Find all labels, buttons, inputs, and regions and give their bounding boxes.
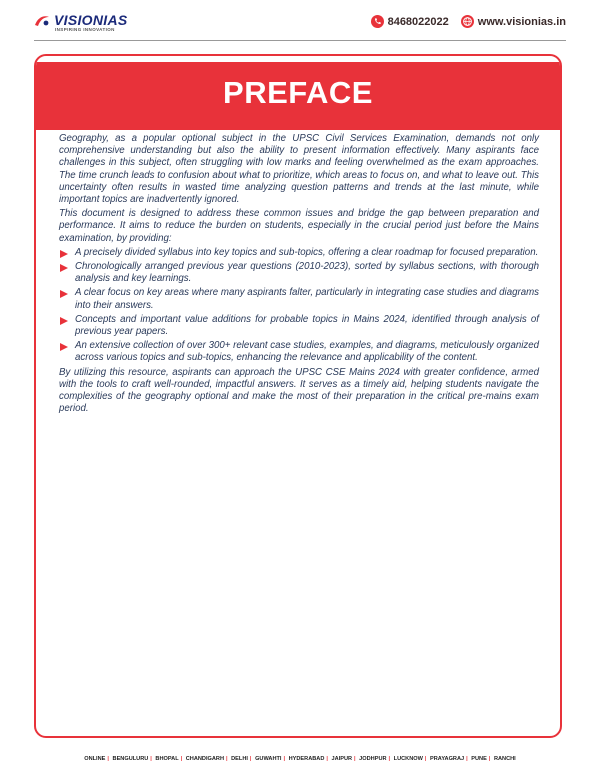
footer-separator: | — [180, 756, 183, 762]
footer-separator: | — [150, 756, 152, 762]
list-item-text: An extensive collection of over 300+ relevant case studies, examples, and diagrams, meticulously organized across various topics and sub-topics, enhancing the relevance and applicability of the content. — [75, 340, 539, 364]
triangle-bullet-icon — [60, 317, 68, 325]
purpose-paragraph: This document is designed to address these common issues and bridge the gap between preparation and performance. It aims to reduce the burden on students, especially in the crucial period just before the Mains examination, by providing: — [59, 208, 539, 244]
page-header — [0, 0, 600, 40]
footer-separator: | — [488, 756, 491, 762]
footer-separator: | — [249, 756, 252, 762]
footer-city[interactable]: RANCHI — [493, 756, 516, 762]
phone-icon — [371, 15, 384, 28]
intro-paragraph: Geography, as a popular optional subject in the UPSC Civil Services Examination, demands not only comprehensive understanding but also the ability to present information effectively. Many aspirants face challenges in this subject, often struggling with low marks and feeling overwhelmed as the exam approaches. The time crunch leads to confusion about what to prioritize, which areas to focus on, and what to leave out. This uncertainty often results in wasted time analyzing question patterns and trends at the last minute, while important topics are inadvertently ignored. — [59, 133, 539, 206]
globe-icon — [461, 15, 474, 28]
brand-tagline: INSPIRING INNOVATION — [55, 27, 115, 32]
footer-city[interactable]: BHOPAL — [155, 756, 179, 762]
list-item-text: A clear focus on key areas where many aspirants falter, particularly in integrating case studies and diagrams into their answers. — [75, 287, 539, 311]
preface-banner — [36, 62, 560, 130]
footer-city[interactable]: PUNE — [471, 756, 487, 762]
footer-separator: | — [226, 756, 228, 762]
footer-city-list — [34, 756, 566, 762]
footer-city[interactable]: PRAYAGRAJ — [430, 756, 465, 762]
footer-separator: | — [326, 756, 328, 762]
triangle-bullet-icon — [60, 290, 68, 298]
footer-city[interactable]: HYDERABAD — [288, 756, 325, 762]
footer-separator: | — [466, 756, 468, 762]
footer-separator: | — [354, 756, 356, 762]
website-url: www.visionias.in — [477, 15, 566, 28]
footer-city[interactable]: CHANDIGARH — [185, 756, 224, 762]
list-item — [59, 314, 539, 338]
footer-separator: | — [424, 756, 427, 762]
list-item-text: A precisely divided syllabus into key topics and sub-topics, offering a clear roadmap for focused preparation. — [75, 246, 539, 258]
preface-content — [59, 133, 539, 417]
list-item — [59, 340, 539, 364]
footer-city[interactable]: JODHPUR — [359, 756, 387, 762]
phone-contact[interactable] — [371, 15, 449, 28]
footer-city[interactable]: JAIPUR — [331, 756, 353, 762]
benefits-list — [59, 247, 539, 365]
logo-swoosh-icon — [34, 14, 50, 28]
footer-city[interactable]: GUWAHTI — [255, 756, 282, 762]
list-item — [59, 261, 539, 285]
list-item-text: Chronologically arranged previous year questions (2010-2023), sorted by syllabus sections, with thorough analysis and key learnings. — [75, 261, 539, 285]
footer-city[interactable]: DELHI — [231, 756, 248, 762]
conclusion-paragraph: By utilizing this resource, aspirants can approach the UPSC CSE Mains 2024 with greater confidence, armed with the tools to craft well-rounded, impactful answers. It serves as a timely aid, helping students navigate the complexities of the geography optional and make the most of their preparation in the critical pre-mains exam period. — [59, 366, 539, 415]
page-title: PREFACE — [223, 75, 373, 110]
footer-separator: | — [388, 756, 391, 762]
footer-separator: | — [283, 756, 286, 762]
website-link[interactable] — [461, 15, 566, 28]
brand-name: VISIONIAS — [54, 12, 128, 28]
footer-city[interactable]: ONLINE — [84, 756, 106, 762]
list-item — [59, 287, 539, 311]
footer-separator: | — [107, 756, 109, 762]
contact-info — [359, 15, 566, 31]
phone-number: 8468022022 — [387, 15, 449, 28]
triangle-bullet-icon — [60, 343, 68, 351]
footer-city[interactable]: LUCKNOW — [393, 756, 423, 762]
list-item-text: Concepts and important value additions for probable topics in Mains 2024, identified through analysis of previous year papers. — [75, 313, 539, 338]
preface-frame — [34, 54, 562, 738]
footer-city[interactable]: BENGULURU — [112, 756, 149, 762]
list-item — [59, 247, 539, 259]
header-divider — [34, 40, 566, 41]
triangle-bullet-icon — [60, 264, 68, 272]
triangle-bullet-icon — [60, 250, 68, 258]
